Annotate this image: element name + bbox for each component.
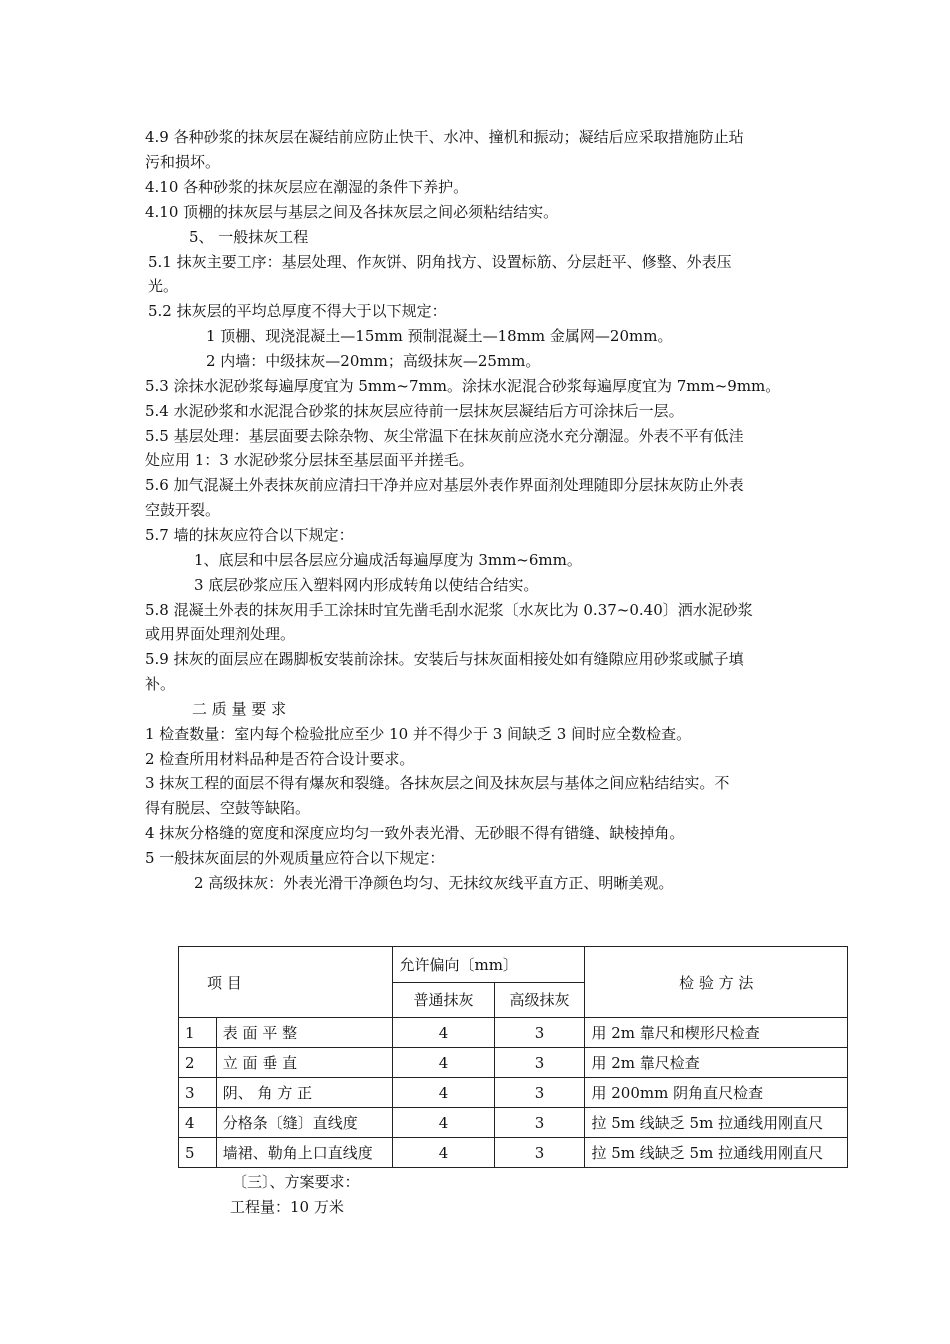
paragraph-line: 5 一般抹灰面层的外观质量应符合以下规定： — [145, 849, 445, 867]
paragraph-line: 空鼓开裂。 — [145, 501, 221, 519]
row-item: 立 面 垂 直 — [216, 1048, 393, 1078]
paragraph-line: 1、底层和中层各层应分遍成活每遍厚度为 3mm~6mm。 — [194, 551, 582, 569]
paragraph-line: 5.3 涂抹水泥砂浆每遍厚度宜为 5mm~7mm。涂抹水泥混合砂浆每遍厚度宜为 7mm~9mm。 — [145, 377, 781, 395]
quality-table — [178, 946, 848, 1168]
table-row — [179, 1018, 848, 1048]
header-item: 项 目 — [179, 947, 393, 1018]
row-method: 用 200mm 阴角直尺检查 — [585, 1078, 848, 1108]
row-advanced: 3 — [494, 1048, 585, 1078]
paragraph-line: 2 内墙：中级抹灰—20mm；高级抹灰—25mm。 — [206, 352, 541, 370]
row-method: 用 2m 靠尺和楔形尺检查 — [585, 1018, 848, 1048]
table-row — [179, 1048, 848, 1078]
row-method: 拉 5m 线缺乏 5m 拉通线用刚直尺 — [585, 1138, 848, 1168]
row-normal: 4 — [393, 1018, 494, 1048]
paragraph-line: 4.10 各种砂浆的抹灰层应在潮湿的条件下养护。 — [145, 178, 469, 196]
row-number: 1 — [179, 1018, 217, 1048]
row-item: 墙裙、勒角上口直线度 — [216, 1138, 393, 1168]
paragraph-line: 4 抹灰分格缝的宽度和深度应均匀一致外表光滑、无砂眼不得有错缝、缺棱掉角。 — [145, 824, 685, 842]
table-row — [179, 1078, 848, 1108]
paragraph-line: 5.7 墙的抹灰应符合以下规定： — [145, 526, 354, 544]
row-method: 用 2m 靠尺检查 — [585, 1048, 848, 1078]
paragraph-line: 3 抹灰工程的面层不得有爆灰和裂缝。各抹灰层之间及抹灰层与基体之间应粘结结实。不 — [145, 774, 730, 792]
row-number: 2 — [179, 1048, 217, 1078]
row-method: 拉 5m 线缺乏 5m 拉通线用刚直尺 — [585, 1108, 848, 1138]
section-heading: 二 质 量 要 求 — [192, 700, 287, 718]
row-item: 阴、 角 方 正 — [216, 1078, 393, 1108]
paragraph-line: 5.6 加气混凝土外表抹灰前应清扫干净并应对基层外表作界面剂处理随即分层抹灰防止外表 — [145, 476, 744, 494]
table-header-row — [179, 947, 848, 983]
paragraph-line: 2 高级抹灰：外表光滑干净颜色均匀、无抹纹灰线平直方正、明晰美观。 — [194, 874, 674, 892]
paragraph-line: 3 底层砂浆应压入塑料网内形成转角以使结合结实。 — [194, 576, 539, 594]
row-advanced: 3 — [494, 1018, 585, 1048]
row-normal: 4 — [393, 1108, 494, 1138]
paragraph-line: 1 检查数量：室内每个检验批应至少 10 并不得少于 3 间缺乏 3 间时应全数检查。 — [145, 725, 692, 743]
row-item: 表 面 平 整 — [216, 1018, 393, 1048]
header-advanced: 高级抹灰 — [494, 982, 585, 1018]
paragraph-line: 1 顶棚、现浇混凝土—15mm 预制混凝土—18mm 金属网—20mm。 — [206, 327, 673, 345]
header-normal: 普通抹灰 — [393, 982, 494, 1018]
row-normal: 4 — [393, 1138, 494, 1168]
paragraph-line: 5.1 抹灰主要工序：基层处理、作灰饼、阴角找方、设置标筋、分层赶平、修整、外表压 — [148, 253, 732, 271]
paragraph-line: 5.4 水泥砂浆和水泥混合砂浆的抹灰层应待前一层抹灰层凝结后方可涂抹后一层。 — [145, 402, 684, 420]
paragraph-line: 补。 — [145, 675, 176, 693]
paragraph-line: 5.9 抹灰的面层应在踢脚板安装前涂抹。安装后与抹灰面相接处如有缝隙应用砂浆或腻子填 — [145, 650, 744, 668]
plan-section-heading: 〔三〕、方案要求： — [232, 1173, 360, 1191]
paragraph-line: 污和损坏。 — [145, 153, 221, 171]
header-method: 检 验 方 法 — [585, 947, 848, 1018]
section-heading: 5、 一般抹灰工程 — [189, 228, 309, 246]
row-normal: 4 — [393, 1048, 494, 1078]
row-advanced: 3 — [494, 1108, 585, 1138]
paragraph-line: 或用界面处理剂处理。 — [145, 625, 296, 643]
row-number: 5 — [179, 1138, 217, 1168]
paragraph-line: 5.2 抹灰层的平均总厚度不得大于以下规定： — [148, 302, 447, 320]
row-advanced: 3 — [494, 1078, 585, 1108]
quantity-line: 工程量：10 万米 — [230, 1198, 344, 1216]
table-row — [179, 1138, 848, 1168]
paragraph-line: 4.10 顶棚的抹灰层与基层之间及各抹灰层之间必须粘结结实。 — [145, 203, 559, 221]
paragraph-line: 2 检查所用材料品种是否符合设计要求。 — [145, 750, 415, 768]
paragraph-line: 5.8 混凝土外表的抹灰用手工涂抹时宜先凿毛刮水泥浆〔水灰比为 0.37~0.40〕洒水泥砂浆 — [145, 601, 753, 619]
paragraph-line: 处应用 1：3 水泥砂浆分层抹至基层面平并搓毛。 — [145, 451, 474, 469]
row-normal: 4 — [393, 1078, 494, 1108]
paragraph-line: 得有脱层、空鼓等缺陷。 — [145, 799, 311, 817]
row-number: 3 — [179, 1078, 217, 1108]
paragraph-line: 4.9 各种砂浆的抹灰层在凝结前应防止快干、水冲、撞机和振动；凝结后应采取措施防止玷 — [145, 128, 744, 146]
row-number: 4 — [179, 1108, 217, 1138]
table-row — [179, 1108, 848, 1138]
header-allowed: 允许偏向〔mm〕 — [393, 947, 585, 983]
paragraph-line: 5.5 基层处理：基层面要去除杂物、灰尘常温下在抹灰前应浇水充分潮湿。外表不平有低洼 — [145, 427, 744, 445]
row-item: 分格条〔缝〕直线度 — [216, 1108, 393, 1138]
row-advanced: 3 — [494, 1138, 585, 1168]
paragraph-line: 光。 — [148, 277, 179, 295]
